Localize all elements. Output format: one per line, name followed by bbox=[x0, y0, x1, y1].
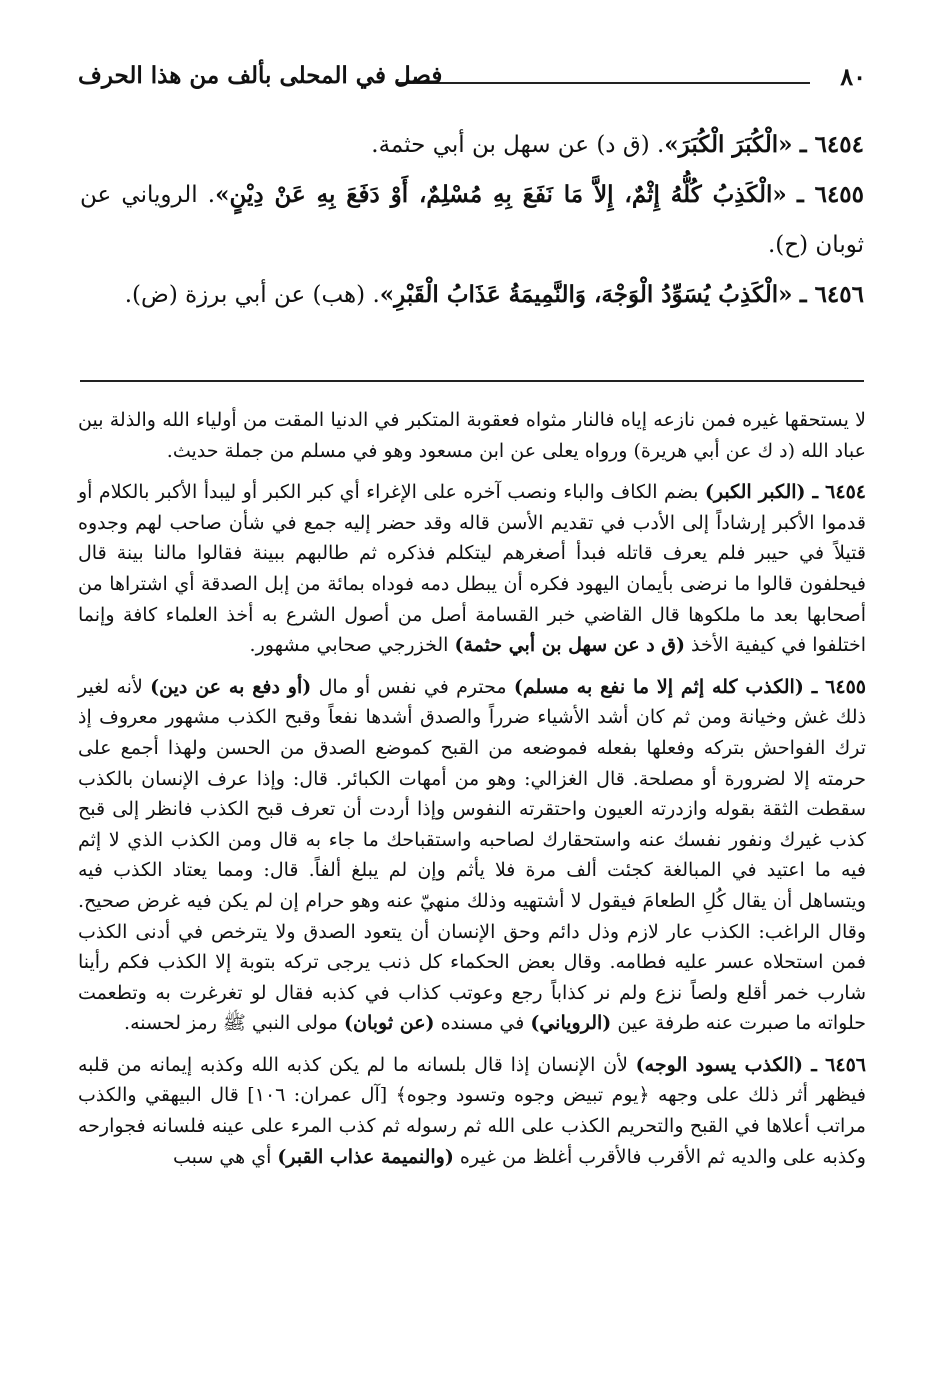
hadith-entries bbox=[80, 120, 864, 320]
commentary-lemma: (والنميمة عذاب القبر) bbox=[277, 1145, 454, 1168]
hadith-entry bbox=[80, 270, 864, 320]
footnote-separator bbox=[80, 380, 864, 382]
entry-number: ٦٤٥٥ ـ bbox=[796, 181, 865, 208]
hadith-text: «الْكَذِبُ كُلُّهُ إِثْمٌ، إِلاَّ مَا نَفَعَ بِهِ مُسْلِمٌ، أَوْ دَفَعَ بِهِ عَنْ دِيْنٍ» bbox=[215, 181, 787, 208]
commentary-text: مولى النبي ﷺ رمز لحسنه. bbox=[124, 1012, 344, 1035]
commentary bbox=[78, 405, 866, 1183]
page-number: ٨٠ bbox=[840, 62, 866, 91]
page-header bbox=[78, 62, 866, 102]
entry-number: ٦٤٥٦ ـ bbox=[799, 281, 864, 308]
entry-number: ٦٤٥٤ ـ bbox=[799, 131, 864, 158]
commentary-lemma: ٦٤٥٦ ـ (الكذب يسود الوجه) bbox=[635, 1053, 866, 1076]
commentary-citation: (الروياني) bbox=[530, 1012, 612, 1035]
commentary-text: لا يستحقها غيره فمن نازعه إياه فالنار مثواه فعقوبة المتكبر في الدنيا المقت من أولياء الله والذلة بين عباد الله (د ك عن أبي هريرة) ورواه يعلى عن ابن مسعود وهو في مسلم من جملة حديث. bbox=[78, 409, 866, 462]
commentary-text: لأنه لغير ذلك غش وخيانة ومن ثم كان أشد الأشياء ضرراً والصدق أشدها نفعاً وقبح الكذب مشهور معروف إذ ترك الفواحش بتركه وفعلها بفعله فموضعه من القبح كموضع الصدق من الحسن ولهذا أجمع على حرمته إلا لضرورة أو مصلحة. قال الغزالي: وهو من أمهات الكبائر. قال: وإذا عرف الإنسان بالكذب سقطت الثقة بقوله وازدرته العيون واحتقرته النفوس وإذا أردت أن تعرف قبح الكذب فانظر إلى قبح كذب غيرك ونفور نفسك عنه واستحقارك لصاحبه واستقباحك ما جاء به قال ومن الكذب الذي لا إثم فيه ما اعتيد في المبالغة كجئت ألف مرة فلا يأثم وإن لم يبلغ ألفاً. قال: ومما يعتاد الكذب فيه ويتساهل أن يقال كُلِ الطعامَ فيقول لا أشتهيه وذلك منهيّ عنه وهو حرام إن لم يكن فيه غرض صحيح. وقال الراغب: الكذب عار لازم وذل دائم وحق الإنسان أن يتعود الصدق ولا يترخص في أدنى الكذب فمن استحلاه عسر عليه فطامه. وقال بعض الحكماء كل ذنب يرجى تركه بتوبة إلا الكذب فكم رأينا شارب خمر أقلع ولصاً نزع ولم نر كذاباً رجع وعوتب كذاب في كذبه فقال لو تغرغرت به وتطعمت حلواته ما صبرت عنه طرفة عين bbox=[78, 675, 866, 1035]
commentary-lemma: ٦٤٥٥ ـ (الكذب كله إثم إلا ما نفع به مسلم) bbox=[513, 675, 866, 698]
commentary-lemma: (أو دفع به عن دين) bbox=[150, 675, 312, 698]
hadith-entry bbox=[80, 170, 864, 270]
commentary-text: أي هي سبب bbox=[172, 1145, 278, 1168]
commentary-paragraph bbox=[78, 477, 866, 661]
commentary-text: بضم الكاف والباء ونصب آخره على الإغراء أي كبر الكبر أو ليبدأ الأكبر بالكلام أو قدموا الأكبر إرشاداً إلى الأدب في تقديم الأسن قاله وقد حضر إليه جمع في شأن صاحب لهم وجدوه قتيلاً في حيبر فلم يعرف قاتله فبدأ أصغرهم ليتكلم فذكره ثم طالبهم ببينة فقالوا مالنا بينة قال فيحلفون قالوا ما نرضى بأيمان اليهود فكره أن يبطل دمه فوداه بمائة من إبل الصدقة أي اشتراها من أصحابها بعد ما ملكوها قال القاضي خبر القسامة أصل من أصول الشرع به أخذ العلماء كافة وإنما اختلفوا في كيفية الأخذ bbox=[78, 481, 866, 657]
commentary-paragraph bbox=[78, 672, 866, 1039]
commentary-text: محترم في نفس أو مال bbox=[311, 675, 514, 698]
commentary-text: الخزرجي صحابي مشهور. bbox=[249, 634, 455, 657]
hadith-entry bbox=[80, 120, 864, 170]
commentary-paragraph bbox=[78, 405, 866, 466]
running-title: فصل في المحلى بألف من هذا الحرف bbox=[78, 62, 443, 89]
commentary-citation: (عن ثوبان) bbox=[344, 1012, 435, 1035]
commentary-lemma: ٦٤٥٤ ـ (الكبر الكبر) bbox=[704, 481, 866, 504]
commentary-text: لأن الإنسان إذا قال بلسانه ما لم يكن كذبه الله وكذبه إيمانه من قلبه فيظهر أثر ذلك على وجهه ﴿يوم تبيض وجوه وتسود وجوه﴾ [آل عمران: ١٠٦] قال البيهقي والكذب مراتب أعلاها في القبح والتحريم الكذب على الله ثم رسوله ثم كذب المرء على عينه فلسانه فجوارحه وكذبه على والديه ثم الأقرب فالأقرب أغلظ من غيره bbox=[78, 1053, 866, 1168]
hadith-text: «الْكُبَرَ الْكُبَرَ» bbox=[664, 131, 793, 158]
hadith-source: . (هب) عن أبي برزة (ض). bbox=[124, 282, 380, 308]
commentary-citation: (ق د عن سهل بن أبي حثمة) bbox=[454, 634, 686, 657]
commentary-text: في مسنده bbox=[434, 1012, 531, 1035]
hadith-source: . الروياني عن ثوبان (ح). bbox=[80, 182, 864, 258]
hadith-text: «الْكَذِبُ يُسَوِّدُ الْوَجْهَ، وَالنَّمِيمَةُ عَذَابُ الْقَبْرِ» bbox=[379, 281, 793, 308]
commentary-paragraph bbox=[78, 1050, 866, 1172]
header-rule bbox=[398, 82, 810, 84]
hadith-source: . (ق د) عن سهل بن أبي حثمة. bbox=[371, 132, 665, 158]
